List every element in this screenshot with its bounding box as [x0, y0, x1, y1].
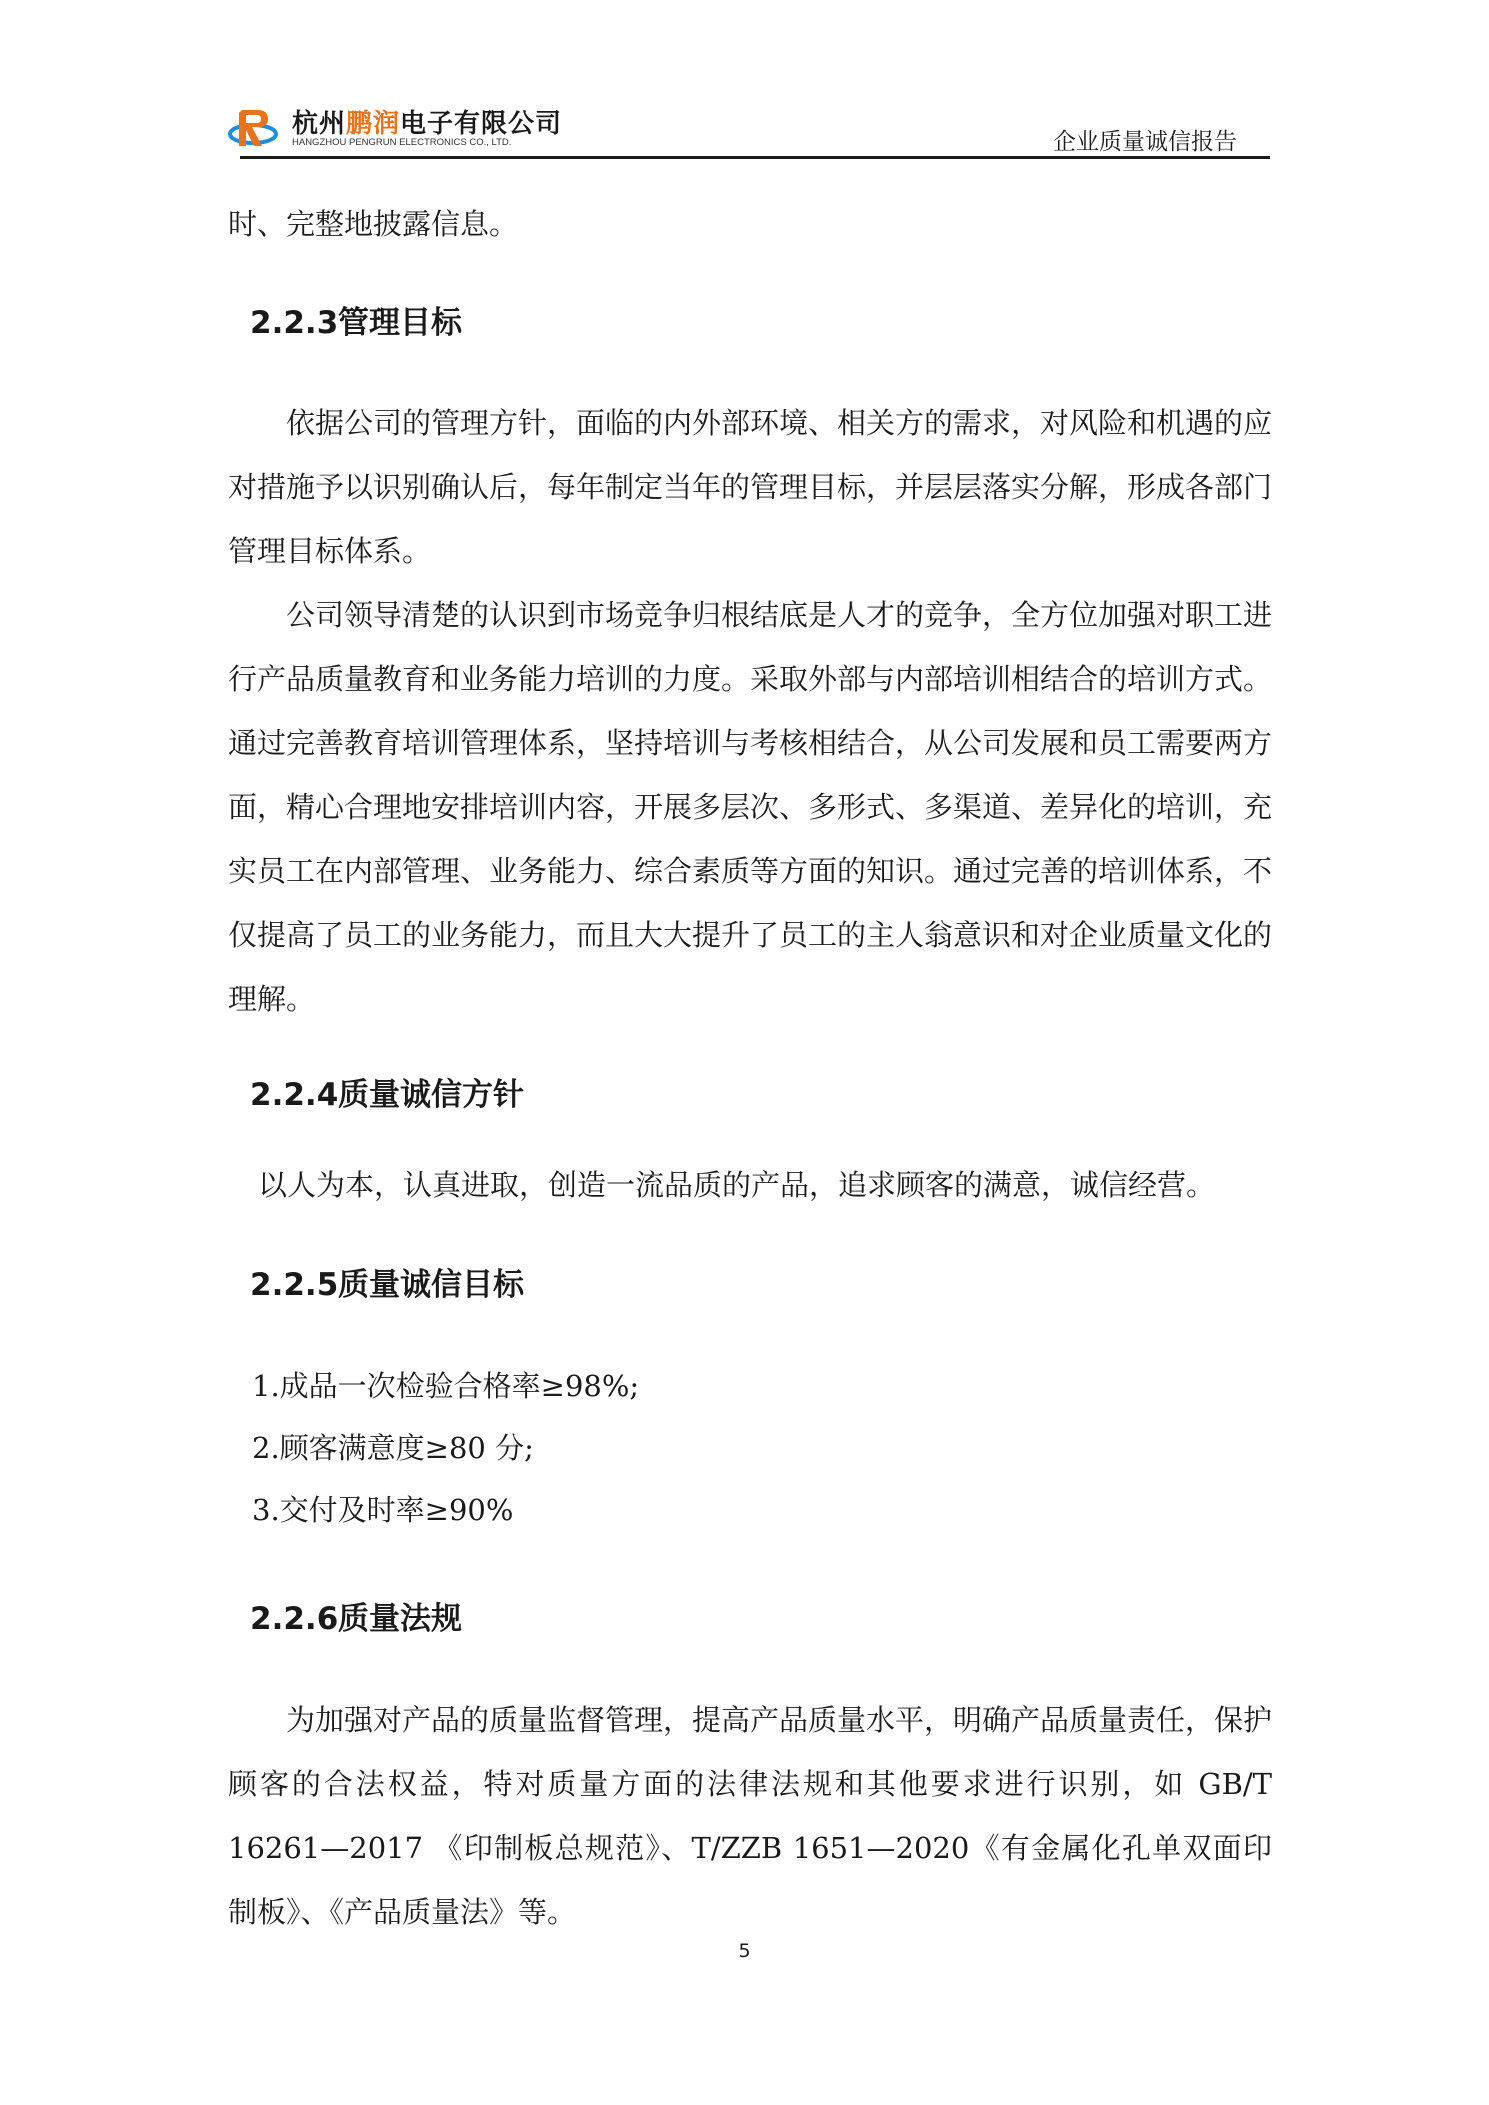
section-heading-2-2-4: 2.2.4质量诚信方针 [250, 1077, 524, 1113]
management-goals-paragraph-2: 公司领导清楚的认识到市场竞争归根结底是人才的竞争，全方位加强对职工进行产品质量教育和业务能力培训的力度。采取外部与内部培训相结合的培训方式。通过完善教育培训管理体系，坚持培训与考核相结合，从公司发展和员工需要两方面，精心合理地安排培训内容，开展多层次、多形式、多渠道、差异化的培训，充实员工在内部管理、业务能力、综合素质等方面的知识。通过完善的培训体系，不仅提高了员工的业务能力，而且大大提升了员工的主人翁意识和对企业质量文化的理解。 [228, 598, 1273, 1016]
company-name-en: HANGZHOU PENGRUN ELECTRONICS CO., LTD. [292, 137, 512, 148]
quality-regulations-paragraph: 为加强对产品的质量监督管理，提高产品质量水平，明确产品质量责任，保护顾客的合法权益，特对质量方面的法律法规和其他要求进行识别，如 GB/T 16261—2017 《印制板总规范》、T/ZZB 1651—2020《有金属化孔单双面印制板》、《产品质量法》等。 [228, 1703, 1273, 1929]
company-name-cn: 杭州鹏润电子有限公司 [292, 109, 563, 139]
quality-policy-text: 以人为本，认真进取，创造一流品质的产品，追求顾客的满意，诚信经营。 [258, 1168, 1216, 1202]
header-divider [240, 156, 1270, 159]
company-logo-icon [228, 104, 278, 154]
quality-objective-item: 1.成品一次检验合格率≥98%; [252, 1369, 640, 1403]
management-goals-paragraph-1: 依据公司的管理方针，面临的内外部环境、相关方的需求，对风险和机遇的应对措施予以识别确认后，每年制定当年的管理目标，并层层落实分解，形成各部门管理目标体系。 [228, 406, 1273, 568]
continuation-paragraph: 时、完整地披露信息。 [228, 207, 519, 241]
report-title: 企业质量诚信报告 [1053, 129, 1237, 155]
page-number: 5 [738, 1940, 751, 1962]
section-heading-2-2-5: 2.2.5质量诚信目标 [250, 1267, 524, 1303]
section-heading-2-2-6: 2.2.6质量法规 [250, 1601, 462, 1637]
quality-objective-item: 2.顾客满意度≥80 分; [252, 1431, 534, 1465]
quality-objective-item: 3.交付及时率≥90% [252, 1493, 514, 1527]
page-header [0, 0, 1489, 160]
section-heading-2-2-3: 2.2.3管理目标 [250, 305, 462, 341]
